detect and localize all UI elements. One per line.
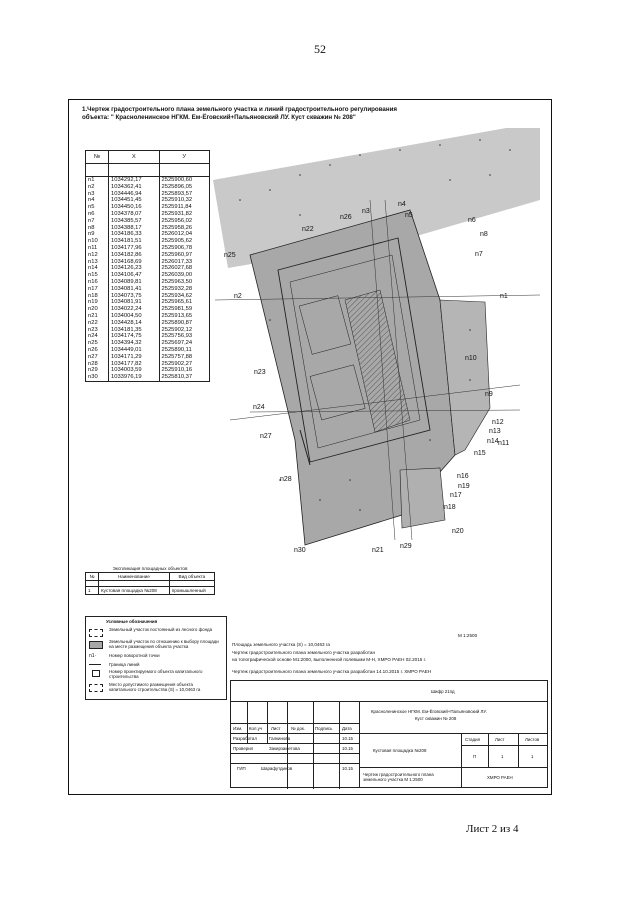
note-line: Чертеж градостроительного плана земельного участка разработан 14.10.2015 г. ХМРО РАЕН [232,669,432,674]
drawing-name: Чертеж градостроительного плана земельного участка М 1:2500 [363,772,434,782]
table-row: n21 1034004,50 2525913,65 [86,313,210,320]
table-row: n19 1034081,91 2525965,61 [86,299,210,306]
point-label: n8 [480,231,488,238]
point-label: n22 [302,226,314,233]
project-code: Шифр 21пд [431,689,455,694]
point-label: n14 [487,438,499,445]
table-row: n5 1034450,16 2525911,84 [86,204,210,211]
table-row: n26 1034449,01 2525890,11 [86,347,210,354]
drawing-title-line1: 1.Чертеж градостроительного плана земельного участка и линий градостроительного регулирования [82,106,398,113]
point-label: n24 [253,404,265,411]
legend-item: Место допустимого размещения объекта капитального строительства (S) = 10,0463 га [89,682,224,694]
explication-caption: Экспликация площадных объектов [112,566,188,571]
point-label: n1 [500,293,508,300]
point-label: n18 [444,504,456,511]
area-note: Площадь земельного участка (S) = 10,0463 га [232,642,330,647]
drawing-title-line2: объекта: " Красноленинское НГКМ. Ем-Ёговский+Пальяновский ЛУ. Куст скважин № 208" [82,114,356,121]
table-row: n3 1034446,94 2525893,57 [86,191,210,198]
point-label: n15 [474,450,486,457]
table-row: n16 1034089,81 2525963,50 [86,279,210,286]
coordinates-table [85,150,210,382]
table-row: n2 1034362,41 2525896,05 [86,184,210,191]
point-label: n11 [498,440,510,447]
legend-item: Номер проектируемого объекта капитального строительства [89,669,224,679]
table-row: 1 Кустовая площадка №208 промышленный [86,587,215,595]
table-row: n7 1034385,57 2525956,02 [86,218,210,225]
object-name-2: Куст скважин № 208 [415,716,457,721]
legend [85,616,227,700]
point-label: n5 [405,212,413,219]
legend-item: Граница линий [89,662,224,668]
table-row: n8 1034388,17 2525958,26 [86,225,210,232]
point-label: n10 [465,355,477,362]
point-label: n3 [362,208,370,215]
point-label: n12 [492,419,504,426]
legend-item: n1· Номер поворотной точки [89,653,160,659]
point-label: n6 [468,217,476,224]
table-row: n22 1034428,14 2525890,87 [86,320,210,327]
table-row: n14 1034126,23 2526027,68 [86,265,210,272]
point-label: n7 [475,251,483,258]
legend-title: Условные обозначения [106,619,158,624]
point-label: n25 [224,252,236,259]
point-label: n13 [489,428,501,435]
point-label: n9 [485,391,493,398]
point-label: n16 [457,473,469,480]
table-row: n24 1034174,75 2525756,93 [86,333,210,340]
table-row: n4 1034451,45 2525910,32 [86,197,210,204]
column-header: X [109,151,160,164]
table-row: n1 1034292,17 2525900,60 [86,177,210,184]
point-label: n21 [372,547,384,554]
table-row: n30 1033976,19 2525810,37 [86,374,210,381]
point-label: n28 [280,476,292,483]
note-line: Чертеж градостроительного плана земельного участка разработан [232,650,376,655]
point-label: n17 [450,492,462,499]
point-label: n23 [254,369,266,376]
page-footer: Лист 2 из 4 [466,823,519,835]
point-label: n19 [458,483,470,490]
table-row: n10 1034181,51 2525905,62 [86,238,210,245]
column-header: № [86,151,109,164]
object-name: Красноленинское НГКМ. Ем-Ёговский+Пальяновский ЛУ. [371,709,487,714]
table-row: n23 1034181,35 2525902,12 [86,327,210,334]
sheet-title: Кустовая площадка №208 [373,748,427,753]
point-label: n4 [398,201,406,208]
organization: ХМРО РАЕН [487,775,513,780]
point-label: n20 [452,528,464,535]
column-header: Наименование [99,573,170,581]
table-row: n28 1034177,82 2525902,27 [86,361,210,368]
point-label: n2 [234,293,242,300]
explication-table [85,566,215,595]
title-block: Шифр 21пд Красноленинское НГКМ. Ем-Ёговский+Пальяновский ЛУ. Куст скважин № 208 Изм. Кол.уч Лист № док. Подпись Дата Разработал Галкинова 10.15 Проверил Закирзаметова 10.15 ГИП Шарафутдинов 10.15 Кустовая площадка №208 Стадия Лист Листов П 1 1 Чертеж градостроительного плана земельного участка М 1:2500 ХМРО РАЕН [230,680,548,788]
column-header: Вид объекта [169,573,214,581]
table-row: n25 1034394,32 2525697,24 [86,340,210,347]
column-header: № [86,573,99,581]
table-row: n27 1034171,29 2525757,88 [86,354,210,361]
table-row: n12 1034182,86 2525960,97 [86,252,210,259]
site-plan-map [212,128,542,568]
legend-item: Земельный участок по отношению к выбору площади на месте размещения объекта участка [89,639,224,649]
point-label: n30 [294,547,306,554]
table-row: n29 1034003,59 2525910,16 [86,367,210,374]
table-row: n13 1034168,69 2526017,33 [86,259,210,266]
point-label: n26 [340,214,352,221]
table-row: n18 1034073,75 2525934,62 [86,293,210,300]
column-header: У [159,151,210,164]
table-row: n9 1034186,33 2526012,04 [86,231,210,238]
point-label: n27 [260,433,272,440]
legend-item: Земельный участок постоянный из лесного фонда [89,627,224,637]
point-symbol-icon: n1· [89,653,97,659]
page-number: 52 [314,42,326,56]
table-row: n11 1034177,96 2525906,78 [86,245,210,252]
table-row: n20 1034022,24 2525981,59 [86,306,210,313]
note-line: на топографической основе М1:2000, выполненной полевыми М-Н, ХМРО РАЕН 02.2015 г. [232,657,426,662]
table-row: n15 1034106,47 2526039,00 [86,272,210,279]
table-row: n17 1034081,41 2525932,28 [86,286,210,293]
scale-note: М 1:2500 [458,633,478,638]
table-row: n6 1034378,07 2525931,82 [86,211,210,218]
point-label: n29 [400,543,412,550]
